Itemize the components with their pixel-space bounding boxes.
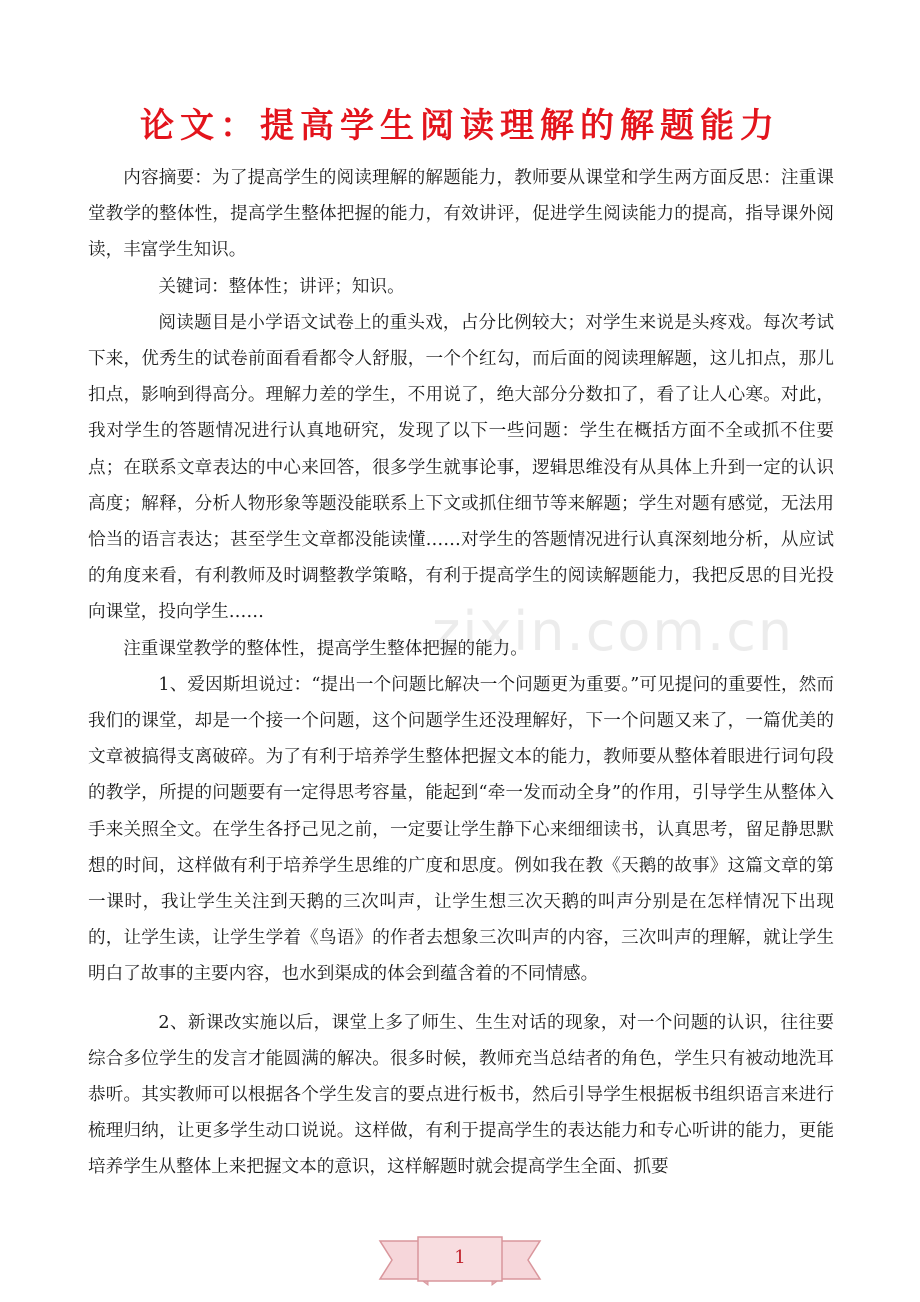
page-number: 1 — [454, 1247, 466, 1268]
watermark: zixin.com.cn — [432, 600, 795, 663]
body-paragraph-intro: 阅读题目是小学语文试卷上的重头戏，占分比例较大；对学生来说是头疼戏。每次考试下来，优秀生的试卷前面看看都令人舒服，一个个红勾，而后面的阅读理解题，这儿扣点，那儿扣点，影响到得高分。理解力差的学生，不用说了，绝大部分分数扣了，看了让人心寒。对此，我对学生的答题情况进行认真地研究，发现了以下一些问题：学生在概括方面不全或抓不住要点；在联系文章表达的中心来回答，很多学生就事论事，逻辑思维没有从具体上升到一定的认识高度；解释，分析人物形象等题没能联系上下文或抓住细节等来解题；学生对题有感觉，无法用恰当的语言表达；甚至学生文章都没能读懂……对学生的答题情况进行认真深刻地分析，从应试的角度来看，有利教师及时调整教学策略，有利于提高学生的阅读解题能力，我把反思的目光投向课堂，投向学生…… — [88, 312, 834, 623]
section-heading: 注重课堂教学的整体性，提高学生整体把握的能力。 — [123, 638, 528, 659]
document-body — [88, 160, 834, 1186]
keywords-paragraph: 关键词：整体性；讲评；知识。 — [158, 276, 405, 297]
body-paragraph-point-2: 2、新课改实施以后，课堂上多了师生、生生对话的现象，对一个问题的认识，往往要综合多位学生的发言才能圆满的解决。很多时候，教师充当总结者的角色，学生只有被动地洗耳恭听。其实教师可以根据各个学生发言的要点进行板书，然后引导学生根据板书组织语言来进行梳理归纳，让更多学生动口说说。这样做，有利于提高学生的表达能力和专心听讲的能力，更能培养学生从整体上来把握文本的意识，这样解题时就会提高学生全面、抓要 — [88, 1012, 834, 1178]
page-footer — [378, 1235, 542, 1291]
abstract-paragraph: 内容摘要：为了提高学生的阅读理解的解题能力，教师要从课堂和学生两方面反思：注重课堂教学的整体性，提高学生整体把握的能力，有效讲评，促进学生阅读能力的提高，指导课外阅读，丰富学生知识。 — [88, 168, 834, 261]
document-title: 论文：提高学生阅读理解的解题能力 — [140, 106, 780, 146]
body-paragraph-point-1: 1、爱因斯坦说过：“提出一个问题比解决一个问题更为重要。”可见提问的重要性，然而我们的课堂，却是一个接一个问题，这个问题学生还没理解好，下一个问题又来了，一篇优美的文章被搞得支离破碎。为了有利于培养学生整体把握文本的能力，教师要从整体着眼进行词句段的教学，所提的问题要有一定得思考容量，能起到“牵一发而动全身”的作用，引导学生从整体入手来关照全文。在学生各抒己见之前，一定要让学生静下心来细细读书，认真思考，留足静思默想的时间，这样做有利于培养学生思维的广度和思度。例如我在教《天鹅的故事》这篇文章的第一课时，我让学生关注到天鹅的三次叫声，让学生想三次天鹅的叫声分别是在怎样情况下出现的，让学生读，让学生学着《鸟语》的作者去想象三次叫声的内容，三次叫声的理解，就让学生明白了故事的主要内容，也水到渠成的体会到蕴含着的不同情感。 — [88, 674, 834, 985]
